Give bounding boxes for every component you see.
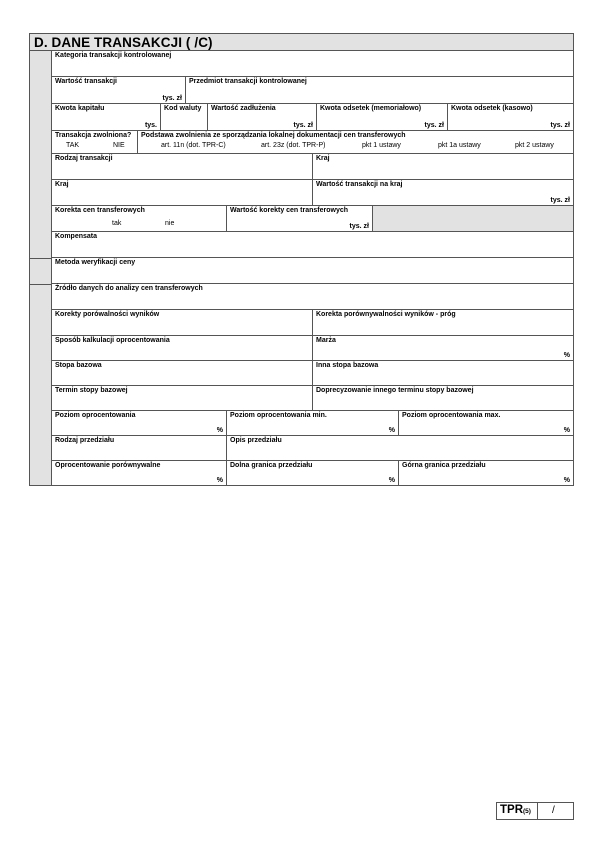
field-unit: tys. zł (550, 122, 570, 129)
field-kategoria[interactable] (52, 51, 574, 77)
field-wartosc-zadluzenia[interactable] (208, 104, 317, 131)
field-label: Kwota odsetek (memoriałowo) (320, 105, 422, 112)
field-unit: % (216, 477, 223, 484)
field-label: Korekta cen transferowych (55, 207, 145, 214)
option-art-11n[interactable]: art. 11n (dot. TPR-C) (161, 142, 226, 149)
field-label: Korekta porównywalności wyników - próg (316, 311, 456, 318)
field-unit: % (563, 352, 570, 359)
field-label: Przedmiot transakcji kontrolowanej (189, 78, 307, 85)
gutter-separator (30, 258, 52, 259)
field-unit: tys. zł (349, 223, 369, 230)
field-label: Wartość transakcji na kraj (316, 181, 403, 188)
field-korekta-cen (52, 206, 227, 232)
field-rodzaj-transakcji[interactable] (52, 154, 313, 180)
option-pkt-2[interactable]: pkt 2 ustawy (515, 142, 554, 149)
field-label: Korekty porówalności wyników (55, 311, 160, 318)
field-unit: % (216, 427, 223, 434)
field-label: Podstawa zwolnienia ze sporządzania lokalnej dokumentacji cen transferowych (141, 132, 406, 139)
field-label: Marża (316, 337, 336, 344)
field-label: Opis przedziału (230, 437, 282, 444)
field-unit: tys. zł (293, 122, 313, 129)
field-label: Poziom oprocentowania max. (402, 412, 501, 419)
field-marza[interactable] (313, 336, 574, 361)
footer-divider (537, 803, 538, 819)
field-unit: tys. zł (424, 122, 444, 129)
field-label: Kraj (55, 181, 69, 188)
option-art-23z[interactable]: art. 23z (dot. TPR-P) (261, 142, 326, 149)
field-poziom-max[interactable] (399, 411, 574, 436)
field-label: Dolna granica przedziału (230, 462, 313, 469)
field-label: Kategoria transakcji kontrolowanej (55, 52, 172, 59)
field-zrodlo[interactable] (52, 284, 574, 310)
field-wartosc-na-kraj[interactable] (313, 180, 574, 206)
field-kompensata[interactable] (52, 232, 574, 258)
field-label: Górna granica przedziału (402, 462, 486, 469)
field-stopa-bazowa[interactable] (52, 361, 313, 386)
field-oproc-porownywalne[interactable] (52, 461, 227, 486)
gutter-separator (30, 284, 52, 285)
field-label: Źródło danych do analizy cen transferowych (55, 285, 203, 292)
field-label: Stopa bazowa (55, 362, 102, 369)
field-unit: tys. zł (550, 197, 570, 204)
field-poziom[interactable] (52, 411, 227, 436)
form-version: (5) (523, 808, 531, 815)
field-rodzaj-przedzialu[interactable] (52, 436, 227, 461)
field-gorna-granica[interactable] (399, 461, 574, 486)
field-kod-waluty[interactable] (161, 104, 208, 131)
field-label: Kod waluty (164, 105, 202, 112)
field-label: Poziom oprocentowania min. (230, 412, 327, 419)
field-label: Wartość korekty cen transferowych (230, 207, 349, 214)
field-unit: % (388, 477, 395, 484)
field-przedmiot[interactable] (186, 77, 574, 104)
field-kraj-1[interactable] (313, 154, 574, 180)
field-wartosc-transakcji[interactable] (52, 77, 186, 104)
field-unit: tys. (144, 122, 157, 129)
section-header (30, 34, 573, 51)
field-sposob-kalkulacji[interactable] (52, 336, 313, 361)
field-wartosc-korekty[interactable] (227, 206, 373, 232)
field-opis-przedzialu[interactable] (227, 436, 574, 461)
field-label: Kwota odsetek (kasowo) (451, 105, 533, 112)
field-label: Sposób kalkulacji oprocentowania (55, 337, 170, 344)
page-number: / (552, 805, 555, 816)
field-inna-stopa[interactable] (313, 361, 574, 386)
field-label: Doprecyzowanie innego terminu stopy bazowej (316, 387, 474, 394)
field-dolna-granica[interactable] (227, 461, 399, 486)
field-zwolniona (52, 131, 138, 154)
field-label: Rodzaj transakcji (55, 155, 113, 162)
option-nie[interactable]: NIE (113, 142, 125, 149)
disabled-area (373, 206, 574, 232)
field-poziom-min[interactable] (227, 411, 399, 436)
option-nie[interactable]: nie (165, 220, 175, 227)
section-d-form (29, 33, 574, 486)
form-code-text: TPR (500, 804, 523, 816)
field-kraj-2[interactable] (52, 180, 313, 206)
field-unit: % (388, 427, 395, 434)
field-odsetki-kasowo[interactable] (448, 104, 574, 131)
field-label: Wartość transakcji (55, 78, 117, 85)
field-label: Oprocentowanie porównywalne (55, 462, 161, 469)
page-footer-box (496, 802, 574, 820)
left-gutter (30, 51, 52, 485)
field-label: Transakcja zwolniona? (55, 132, 132, 139)
field-label: Poziom oprocentowania (55, 412, 136, 419)
field-label: Wartość zadłużenia (211, 105, 276, 112)
field-korekta-prog[interactable] (313, 310, 574, 336)
option-pkt-1[interactable]: pkt 1 ustawy (362, 142, 401, 149)
field-podstawa-zwolnienia (138, 131, 574, 154)
field-termin-stopy[interactable] (52, 386, 313, 411)
field-unit: % (563, 477, 570, 484)
field-label: Rodzaj przedziału (55, 437, 115, 444)
field-label: Kwota kapitału (55, 105, 105, 112)
field-unit: % (563, 427, 570, 434)
field-odsetki-memorialowo[interactable] (317, 104, 448, 131)
form-code (500, 804, 531, 816)
field-unit: tys. zł (162, 95, 182, 102)
field-label: Inna stopa bazowa (316, 362, 379, 369)
field-label: Kompensata (55, 233, 98, 240)
field-metoda[interactable] (52, 258, 574, 284)
option-tak[interactable]: TAK (66, 142, 80, 149)
field-label: Termin stopy bazowej (55, 387, 128, 394)
field-label: Kraj (316, 155, 330, 162)
option-tak[interactable]: tak (112, 220, 122, 227)
field-korekty-porownawczosci[interactable] (52, 310, 313, 336)
option-pkt-1a[interactable]: pkt 1a ustawy (438, 142, 481, 149)
field-kwota-kapitalu[interactable] (52, 104, 161, 131)
field-label: Metoda weryfikacji ceny (55, 259, 136, 266)
field-doprecyzowanie[interactable] (313, 386, 574, 411)
section-title: D. DANE TRANSAKCJI ( /C) (34, 35, 213, 50)
